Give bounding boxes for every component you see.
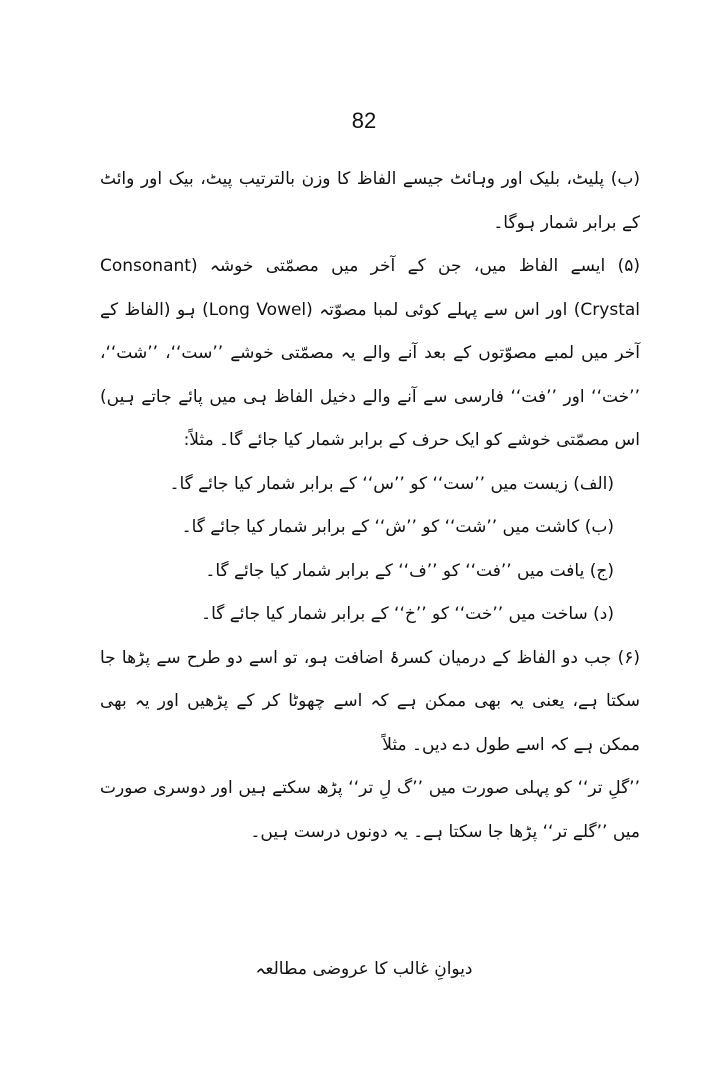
paragraph: ’’گلِ تر‘‘ کو پہلی صورت میں ’’گ لِ تر‘‘ پڑھ سکتے ہیں اور دوسری صورت میں ’’گلے تر‘‘ پڑھا جا سکتا ہے۔ یہ دونوں درست ہیں۔ [100,778,640,842]
example-item: (الف) زیست میں ’’ست‘‘ کو ’’س‘‘ کے برابر شمار کیا جائے گا۔ [169,473,614,494]
example-item: (ب) کاشت میں ’’شت‘‘ کو ’’ش‘‘ کے برابر شمار کیا جائے گا۔ [181,517,614,537]
example-item: (ج) یافت میں ’’فت‘‘ کو ’’ف‘‘ کے برابر شمار کیا جائے گا۔ [205,560,614,581]
body-text [100,158,640,854]
running-footer: دیوانِ غالب کا عروضی مطالعہ [255,959,473,979]
paragraph: (۶) جب دو الفاظ کے درمیان کسرۂ اضافت ہو، تو اسے دو طرح سے پڑھا جا سکتا ہے، یعنی یہ بھی ممکن ہے کہ اسے چھوٹا کر کے پڑھیں اور یہ بھی ممکن ہے کہ اسے طول دے دیں۔ مثلاً [100,647,640,755]
page-number: 82 [351,108,377,133]
example-item: (د) ساخت میں ’’خت‘‘ کو ’’خ‘‘ کے برابر شمار کیا جائے گا۔ [201,604,614,624]
paragraph: (ب) پلیٹ، بلیک اور وہائٹ جیسے الفاظ کا وزن بالترتیب پیٹ، بیک اور وائٹ کے برابر شمار ہوگا۔ [100,169,640,233]
paragraph: (۵) ایسے الفاظ میں، جن کے آخر میں مصمّتی خوشہ (Consonant Crystal) اور اس سے پہلے کوئی لمبا مصوّتہ (Long Vowel) ہو (الفاظ کے آخر میں لمبے مصوّتوں کے بعد آنے والے یہ مصمّتی خوشے ’’ست‘‘، ’’شت‘‘، ’’خت‘‘ اور ’’فت‘‘ فارسی سے آنے والے دخیل الفاظ ہی میں پائے جاتے ہیں) اس مصمّتی خوشے کو ایک حرف کے برابر شمار کیا جائے گا۔ مثلاً: [100,256,641,450]
